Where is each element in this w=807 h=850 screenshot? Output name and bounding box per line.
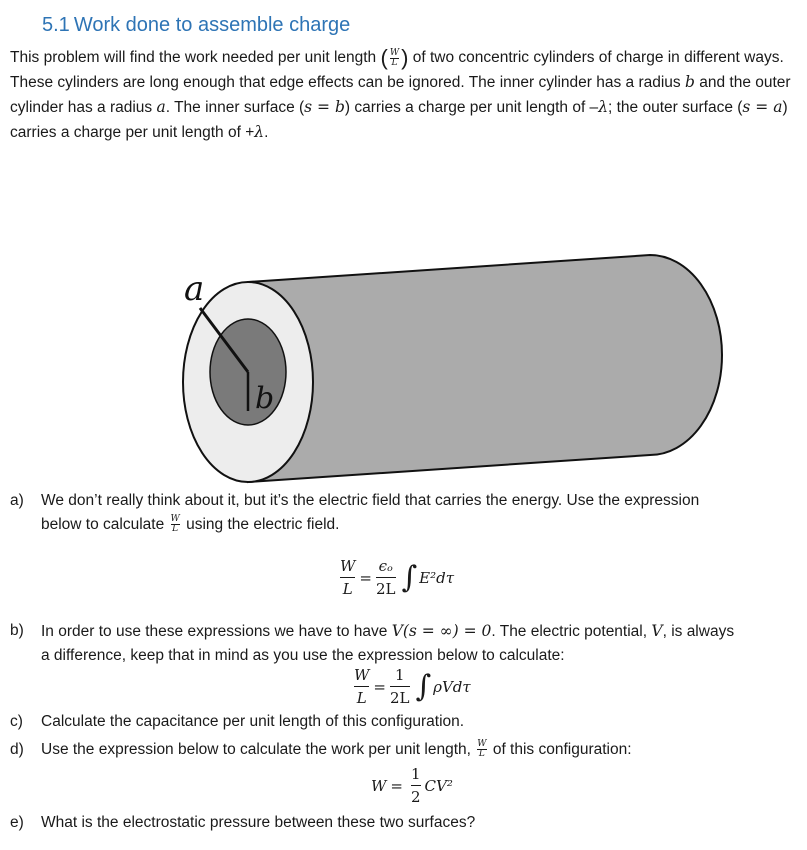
question-a-body (41, 489, 801, 537)
equation-potential-energy (350, 666, 471, 707)
question-d-body (41, 738, 801, 762)
intro-text-4: . The inner surface ( (165, 99, 305, 117)
question-a-line1: We don’t really think about it, but it’s the electric field that carries the energy. Use the expression (41, 492, 700, 509)
eq3-equals: = (390, 776, 403, 795)
eq3-lhs: W (371, 776, 387, 795)
question-a-line2 (41, 513, 801, 537)
question-d-fraction (477, 740, 486, 759)
question-a-line2b: using the electric field. (186, 516, 340, 533)
question-b-body (41, 619, 801, 668)
intro-text-1: This problem will find the work needed per unit length (10, 49, 377, 67)
symbol-b: b (684, 73, 695, 92)
question-b-line1a: In order to use these expressions we have to have (41, 623, 388, 640)
paren-close: ) (401, 45, 409, 70)
intro-paragraph (10, 46, 800, 145)
question-b-line1b: . The electric potential, (491, 623, 648, 640)
question-e-text: What is the electrostatic pressure between these two surfaces? (41, 814, 476, 831)
paren-open: ( (380, 45, 388, 70)
symbol-lambda-neg: λ (598, 98, 609, 117)
eq2-rhs-num: 1 (394, 666, 405, 684)
fraction-denominator: L (478, 749, 485, 760)
eq3-rhs: CV² (424, 776, 453, 795)
eq2-equals: = (373, 677, 386, 696)
intro-text-8: . (264, 124, 269, 142)
question-b-line1c: , is always (662, 623, 735, 640)
section-heading (42, 14, 350, 37)
eq3-fraction (411, 765, 421, 806)
intro-text-2: of two concentric cylinders of charge in different ways. These cylinders are long enough that edge effects can be ignored. The inner cylinder has a radius (10, 49, 784, 92)
eq2-integrand: ρVdτ (433, 677, 471, 696)
intro-text-5: ) carries a charge per unit length of – (344, 99, 599, 117)
symbol-a: a (156, 98, 166, 117)
work-per-length-fraction (390, 49, 399, 68)
question-b-letter: b) (10, 622, 24, 639)
eq1-rhs-num: ϵₒ (378, 557, 393, 575)
concentric-cylinder-figure (170, 225, 740, 500)
question-a-fraction (171, 515, 180, 534)
eq1-integrand: E²dτ (419, 568, 455, 587)
label-b: b (255, 381, 275, 416)
eq3-num: 1 (411, 765, 421, 783)
question-b-line1 (41, 619, 801, 644)
question-e-letter: e) (10, 814, 24, 831)
potential-infinity-condition: V(s = ∞) = 0 (391, 622, 492, 640)
question-c-letter: c) (10, 713, 23, 730)
intro-text-3: and the outer cylinder has a radius (10, 74, 791, 117)
outer-surface-condition: s = a (742, 98, 783, 117)
equation-field-energy (336, 557, 454, 598)
question-b-line2: a difference, keep that in mind as you use the expression below to calculate: (41, 647, 565, 664)
question-d-text-b: of this configuration: (492, 741, 632, 758)
intro-text-6: ; the outer surface ( (608, 99, 743, 117)
eq2-lhs-fraction (354, 666, 369, 707)
question-d-text-a: Use the expression below to calculate the work per unit length, (41, 741, 471, 758)
cylinder-diagram (170, 225, 740, 495)
eq1-lhs-num: W (340, 557, 356, 575)
symbol-lambda-pos: λ (254, 123, 265, 142)
fraction-denominator: L (391, 57, 398, 68)
question-b (10, 619, 800, 669)
question-d-letter: d) (10, 741, 24, 758)
label-a: a (184, 269, 205, 309)
intro-text-7: ) carries a charge per unit length of + (10, 99, 788, 142)
eq2-rhs-fraction (390, 666, 410, 707)
equation-capacitor-energy (371, 765, 453, 806)
question-d (10, 738, 800, 762)
eq1-rhs-fraction (376, 557, 396, 598)
fraction-numerator: W (170, 514, 180, 525)
fraction-numerator: W (389, 47, 400, 58)
fraction-numerator: W (477, 739, 487, 750)
question-a-letter: a) (10, 492, 24, 509)
question-e (10, 811, 800, 835)
question-c-text: Calculate the capacitance per unit length of this configuration. (41, 713, 465, 730)
eq1-integral-sign: ∫ (401, 559, 418, 595)
inner-surface-condition: s = b (304, 98, 345, 117)
eq2-rhs-den: 2L (390, 689, 410, 707)
section-number: 5.1 (42, 14, 70, 36)
eq1-lhs-fraction (340, 557, 355, 598)
question-a (10, 489, 800, 539)
eq2-lhs-den: L (356, 689, 367, 707)
question-c (10, 710, 800, 734)
eq2-lhs-num: W (354, 666, 370, 684)
section-title: Work done to assemble charge (73, 14, 351, 36)
eq1-equals: = (359, 568, 372, 587)
eq1-rhs-den: 2L (376, 580, 396, 598)
eq1-lhs-den: L (342, 580, 353, 598)
fraction-denominator: L (172, 524, 179, 535)
eq3-den: 2 (411, 788, 421, 806)
cylinder-body (248, 255, 722, 482)
eq2-integral-sign: ∫ (415, 668, 432, 704)
question-a-line2a: below to calculate (41, 516, 165, 533)
symbol-v: V (651, 622, 663, 640)
